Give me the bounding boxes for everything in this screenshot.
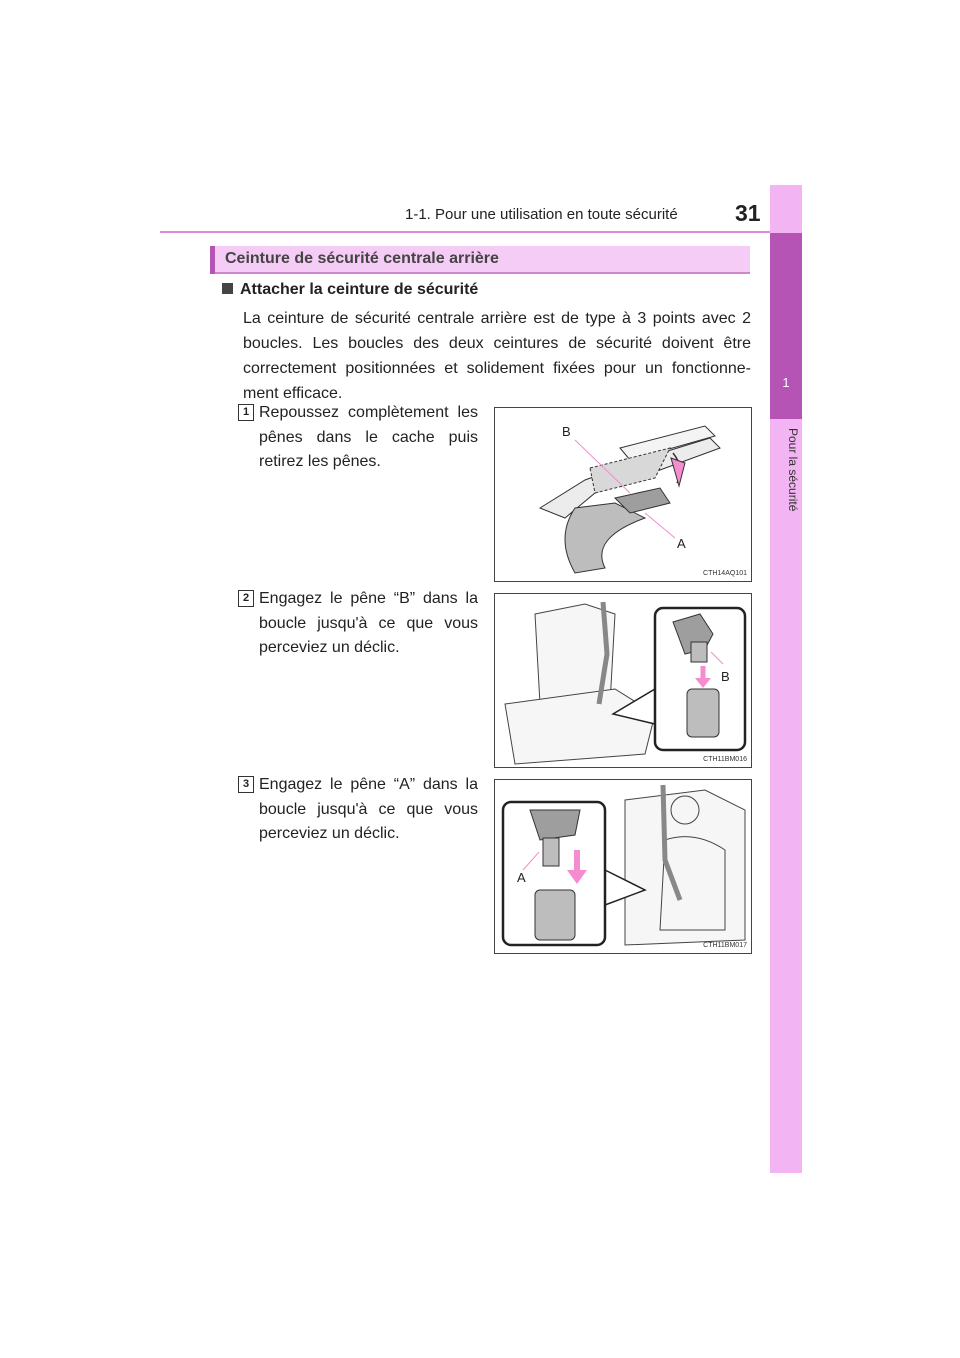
section-title: Ceinture de sécurité centrale arrière xyxy=(225,250,499,267)
seatbelt-retract-illustration xyxy=(495,408,751,581)
chapter-number: 1 xyxy=(782,375,790,390)
figure-label-a: A xyxy=(677,536,686,551)
running-header: 1-1. Pour une utilisation en toute sécurité xyxy=(405,206,678,223)
seat-buckle-a-illustration xyxy=(495,780,751,953)
figure-step-1 xyxy=(494,407,752,582)
figure-code: CTH11BM016 xyxy=(703,756,747,763)
step-text-1: Repoussez complètement les pênes dans le cache puis retirez les pênes. xyxy=(259,404,478,470)
step-number-3: 3 xyxy=(238,776,254,793)
page-number: 31 xyxy=(735,200,761,226)
step-number-2: 2 xyxy=(238,590,254,607)
subsection-title: Attacher la ceinture de sécurité xyxy=(240,281,479,298)
figure-label-a: A xyxy=(517,870,526,885)
chapter-label: Pour la sécurité xyxy=(786,428,800,512)
section-header xyxy=(210,246,750,274)
square-bullet-icon xyxy=(222,283,233,294)
step-text-3: Engagez le pêne “A” dans la boucle jusqu'à ce que vous perceviez un déclic. xyxy=(259,776,478,842)
step-text-2: Engagez le pêne “B” dans la boucle jusqu'à ce que vous perceviez un déclic. xyxy=(259,590,478,656)
seat-buckle-b-illustration xyxy=(495,594,751,767)
step-number-1: 1 xyxy=(238,404,254,421)
header-rule xyxy=(160,231,800,233)
intro-paragraph: La ceinture de sécurité centrale arrière est de type à 3 points avec 2 boucles. Les boucles des deux ceintures de sécurité doivent être correctement positionnées et solidement fixées pour un fonctionne-ment efficace. xyxy=(243,310,751,402)
subsection-heading xyxy=(222,281,478,299)
figure-code: CTH11BM017 xyxy=(703,942,747,949)
figure-step-3 xyxy=(494,779,752,954)
figure-code: CTH14AQ101 xyxy=(703,570,747,577)
section-header-bar xyxy=(210,246,215,274)
figure-label-b: B xyxy=(721,669,730,684)
figure-step-2 xyxy=(494,593,752,768)
chapter-side-tab-marker xyxy=(770,233,802,419)
figure-label-b: B xyxy=(562,424,571,439)
